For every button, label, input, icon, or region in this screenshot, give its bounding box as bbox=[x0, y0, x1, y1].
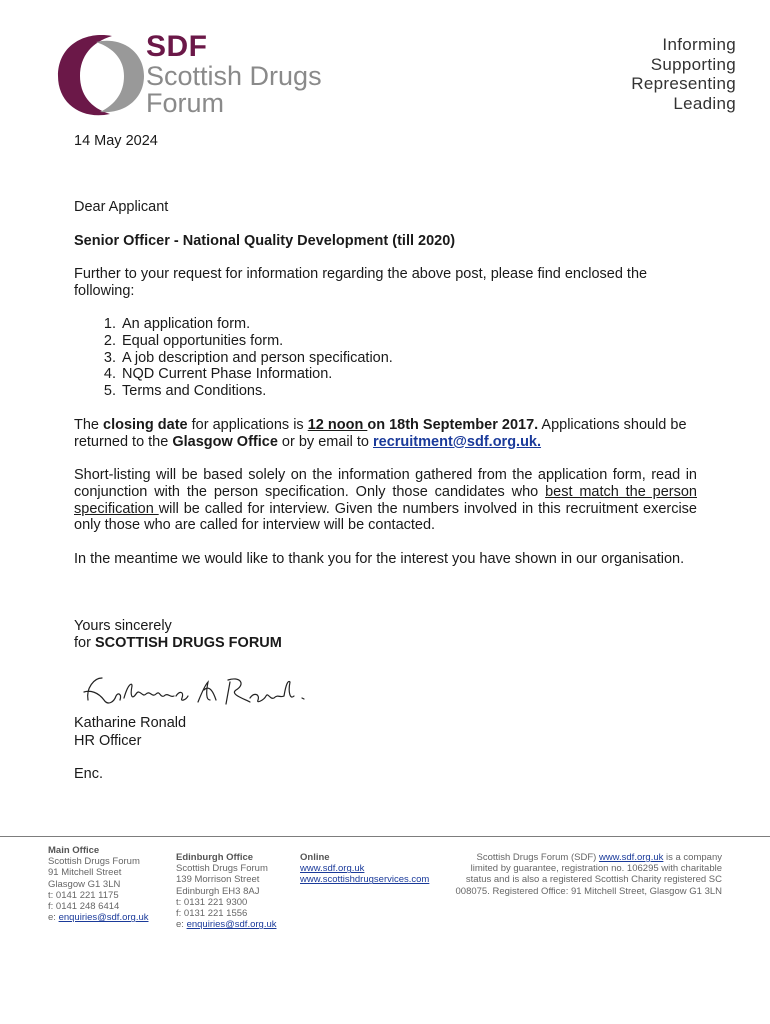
closing-date-paragraph bbox=[74, 417, 697, 451]
organisation-name: SCOTTISH DRUGS FORUM bbox=[94, 635, 282, 651]
phone-label: t bbox=[176, 896, 179, 908]
list-item: 5. Terms and Conditions. bbox=[120, 383, 697, 400]
logo-grey-crescent bbox=[96, 41, 144, 112]
thanks-paragraph: In the meantime we would like to thank you for the interest you have shown in our organisation. bbox=[74, 551, 685, 567]
closing-date: on 18th September 2017. bbox=[367, 417, 539, 433]
signoff: Yours sincerely bbox=[74, 618, 172, 634]
fax-value: : 0131 221 1556 bbox=[178, 908, 248, 920]
tagline-representing: Representing bbox=[631, 74, 736, 93]
enclosure-list bbox=[74, 316, 697, 400]
glasgow-office: Glasgow Office bbox=[172, 433, 278, 450]
phone-value: : 0141 221 1175 bbox=[50, 889, 119, 901]
recruitment-email-link[interactable]: recruitment@sdf.org.uk. bbox=[373, 433, 542, 450]
list-item: 4. NQD Current Phase Information. bbox=[120, 366, 697, 383]
address-line: Scottish Drugs Forum bbox=[176, 863, 268, 875]
fax-value: : 0141 248 6414 bbox=[50, 901, 120, 913]
fax-label: f bbox=[48, 901, 51, 913]
address-line: 139 Morrison Street bbox=[176, 874, 260, 886]
letter-date: 14 May 2024 bbox=[74, 133, 158, 149]
text: Short-listing will be based solely on the information gathered from the application form, read in conjunction with the person specification. Only those candidates who bbox=[74, 467, 697, 500]
main-office-email-link[interactable]: enquiries@sdf.org.uk bbox=[58, 912, 149, 924]
email-label: e bbox=[176, 919, 182, 931]
main-office-heading: Main Office bbox=[48, 845, 100, 856]
phone-label: t bbox=[48, 889, 51, 901]
address-line: Scottish Drugs Forum bbox=[48, 856, 140, 868]
phone-value: : 0131 221 9300 bbox=[178, 896, 248, 908]
sdf-website-link[interactable]: www.sdf.org.uk bbox=[300, 863, 365, 875]
closing-date-label: closing date bbox=[103, 417, 188, 433]
email-label: e bbox=[48, 912, 54, 924]
address-line: Edinburgh EH3 8AJ bbox=[176, 885, 260, 897]
footer-registration bbox=[452, 852, 722, 897]
enclosures-note: Enc. bbox=[74, 766, 104, 782]
text: for applications is bbox=[187, 417, 308, 433]
text: is a company limited by guarantee, registration no. 106295 with charitable status and is also a registered Scottish Charity registered SC 008075. Registered Office: 91 Mitchell Street, Glasgow G1 3LN bbox=[455, 852, 722, 897]
email-line bbox=[176, 919, 301, 930]
tagline-informing: Informing bbox=[662, 35, 736, 54]
subject-line: Senior Officer - National Quality Development (till 2020) bbox=[74, 233, 456, 249]
tagline-supporting: Supporting bbox=[650, 54, 736, 74]
fax-label: f bbox=[176, 908, 179, 920]
list-item: 3. A job description and person specification. bbox=[120, 350, 697, 367]
text: Applications should be returned to the bbox=[74, 417, 687, 450]
text: for bbox=[74, 635, 95, 651]
footer-online bbox=[300, 852, 460, 886]
list-item: 2. Equal opportunities form. bbox=[120, 333, 697, 350]
footer-divider bbox=[0, 836, 770, 837]
address-line: 91 Mitchell Street bbox=[48, 867, 122, 879]
brand-sdf: SDF bbox=[146, 30, 208, 63]
salutation: Dear Applicant bbox=[74, 199, 169, 215]
edinburgh-office-email-link[interactable]: enquiries@sdf.org.uk bbox=[186, 919, 277, 931]
footer-edinburgh-office bbox=[176, 852, 301, 930]
handwritten-signature bbox=[80, 670, 320, 714]
signatory-title: HR Officer bbox=[74, 733, 142, 749]
logo-purple-crescent bbox=[58, 35, 112, 115]
brand-forum: Forum bbox=[146, 88, 225, 118]
phone-line bbox=[176, 897, 301, 908]
footer-main-office bbox=[48, 845, 173, 923]
email-separator: : bbox=[181, 919, 187, 931]
tagline-leading: Leading bbox=[673, 93, 736, 113]
online-heading: Online bbox=[300, 852, 330, 863]
fax-line bbox=[48, 901, 173, 912]
text: or by email to bbox=[277, 433, 373, 450]
closing-time: 12 noon bbox=[307, 417, 368, 433]
text: Scottish Drugs Forum (SDF) bbox=[476, 852, 599, 863]
tagline bbox=[631, 35, 736, 113]
phone-line bbox=[48, 890, 173, 901]
text: The bbox=[74, 417, 104, 433]
list-item: 1. An application form. bbox=[120, 316, 697, 333]
for-organisation bbox=[74, 635, 697, 652]
registration-website-link[interactable]: www.sdf.org.uk bbox=[598, 852, 664, 863]
signatory-name: Katharine Ronald bbox=[74, 715, 187, 731]
shortlisting-paragraph bbox=[74, 467, 697, 534]
edinburgh-office-heading: Edinburgh Office bbox=[176, 852, 254, 863]
text: will be called for interview. Given the numbers involved in this recruitment exercise only those who are called for interview will be contacted. bbox=[74, 500, 698, 534]
address-line: Glasgow G1 3LN bbox=[48, 878, 121, 890]
email-separator: : bbox=[53, 912, 59, 924]
intro-paragraph: Further to your request for information regarding the above post, please find enclosed the following: bbox=[74, 266, 648, 299]
best-match-underlined: best match the person specification bbox=[74, 483, 697, 517]
fax-line bbox=[176, 908, 301, 919]
scottish-drug-services-link[interactable]: www.scottishdrugservices.com bbox=[300, 874, 430, 886]
brand-scottish-drugs: Scottish Drugs bbox=[146, 61, 322, 91]
email-line bbox=[48, 912, 173, 923]
